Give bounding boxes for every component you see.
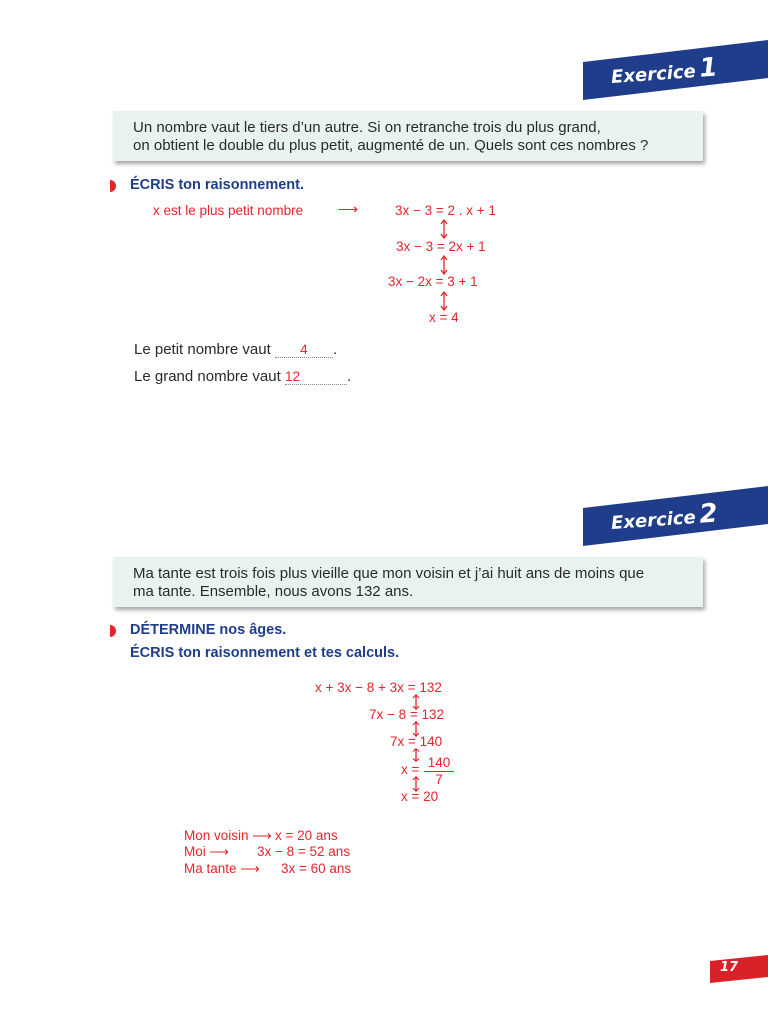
result-label: Mon voisin ⟶	[184, 828, 272, 843]
equation-step: 3x − 3 = 2x + 1	[396, 239, 486, 254]
statement-line: ma tante. Ensemble, nous avons 132 ans.	[133, 583, 414, 600]
answer-value: 12	[285, 369, 347, 385]
result-label: Ma tante ⟶	[184, 861, 260, 876]
result-value: x = 20 ans	[275, 828, 338, 843]
exercise-1-statement	[113, 111, 703, 161]
answer-value: 4	[275, 342, 333, 358]
arrow-icon: ⟶	[338, 201, 359, 217]
equivalence-arrow-icon	[440, 255, 448, 275]
equation-step: x =	[401, 762, 420, 777]
equivalence-arrow-icon	[412, 748, 420, 762]
result-label: Moi ⟶	[184, 844, 229, 859]
equation-step: 3x − 2x = 3 + 1	[388, 274, 478, 289]
equation-step: x + 3x − 8 + 3x = 132	[315, 680, 442, 695]
equivalence-arrow-icon	[440, 291, 448, 311]
answer-label: Le grand nombre vaut	[134, 368, 281, 385]
answer-small-number	[134, 341, 337, 358]
statement-line: Un nombre vaut le tiers d’un autre. Si on retranche trois du plus grand,	[133, 119, 601, 136]
exercise-2-banner	[583, 486, 768, 534]
statement-line: on obtient le double du plus petit, augmenté de un. Quels sont ces nombres ?	[133, 137, 649, 154]
banner-word: Exercice	[610, 507, 697, 534]
fraction-numerator: 140	[424, 755, 454, 772]
fraction-denominator: 7	[435, 772, 443, 787]
equation-step: 7x − 8 = 132	[369, 707, 445, 722]
banner-number: 1	[698, 52, 719, 84]
page-number	[710, 955, 768, 983]
equation-step: 3x − 3 = 2 . x + 1	[395, 203, 496, 218]
banner-word: Exercice	[610, 61, 697, 88]
statement-line: Ma tante est trois fois plus vieille que mon voisin et j’ai huit ans de moins que	[133, 565, 645, 582]
equation-step: x = 4	[429, 310, 459, 325]
answer-suffix: .	[346, 368, 352, 385]
exercise-2-instruction: ÉCRIS ton raisonnement et tes calculs.	[130, 645, 400, 661]
answer-suffix: .	[332, 341, 338, 358]
equation-step: 7x = 140	[390, 734, 443, 749]
banner-number: 2	[698, 498, 719, 530]
result-value: 3x = 60 ans	[281, 861, 352, 876]
exercise-1-banner	[583, 40, 768, 88]
bullet-icon	[110, 625, 118, 637]
exercise-2-statement	[113, 557, 703, 607]
page-number-text: 17	[720, 960, 739, 975]
hypothesis-text: x est le plus petit nombre	[153, 203, 304, 218]
result-value: 3x − 8 = 52 ans	[257, 844, 351, 859]
equation-step: x = 20	[401, 789, 439, 804]
exercise-2-instruction: DÉTERMINE nos âges.	[130, 622, 287, 638]
answer-label: Le petit nombre vaut	[134, 341, 271, 358]
exercise-1-instruction: ÉCRIS ton raisonnement.	[130, 177, 305, 193]
fraction	[424, 755, 454, 788]
bullet-icon	[110, 180, 118, 192]
equivalence-arrow-icon	[440, 219, 448, 239]
answer-large-number	[134, 368, 351, 385]
